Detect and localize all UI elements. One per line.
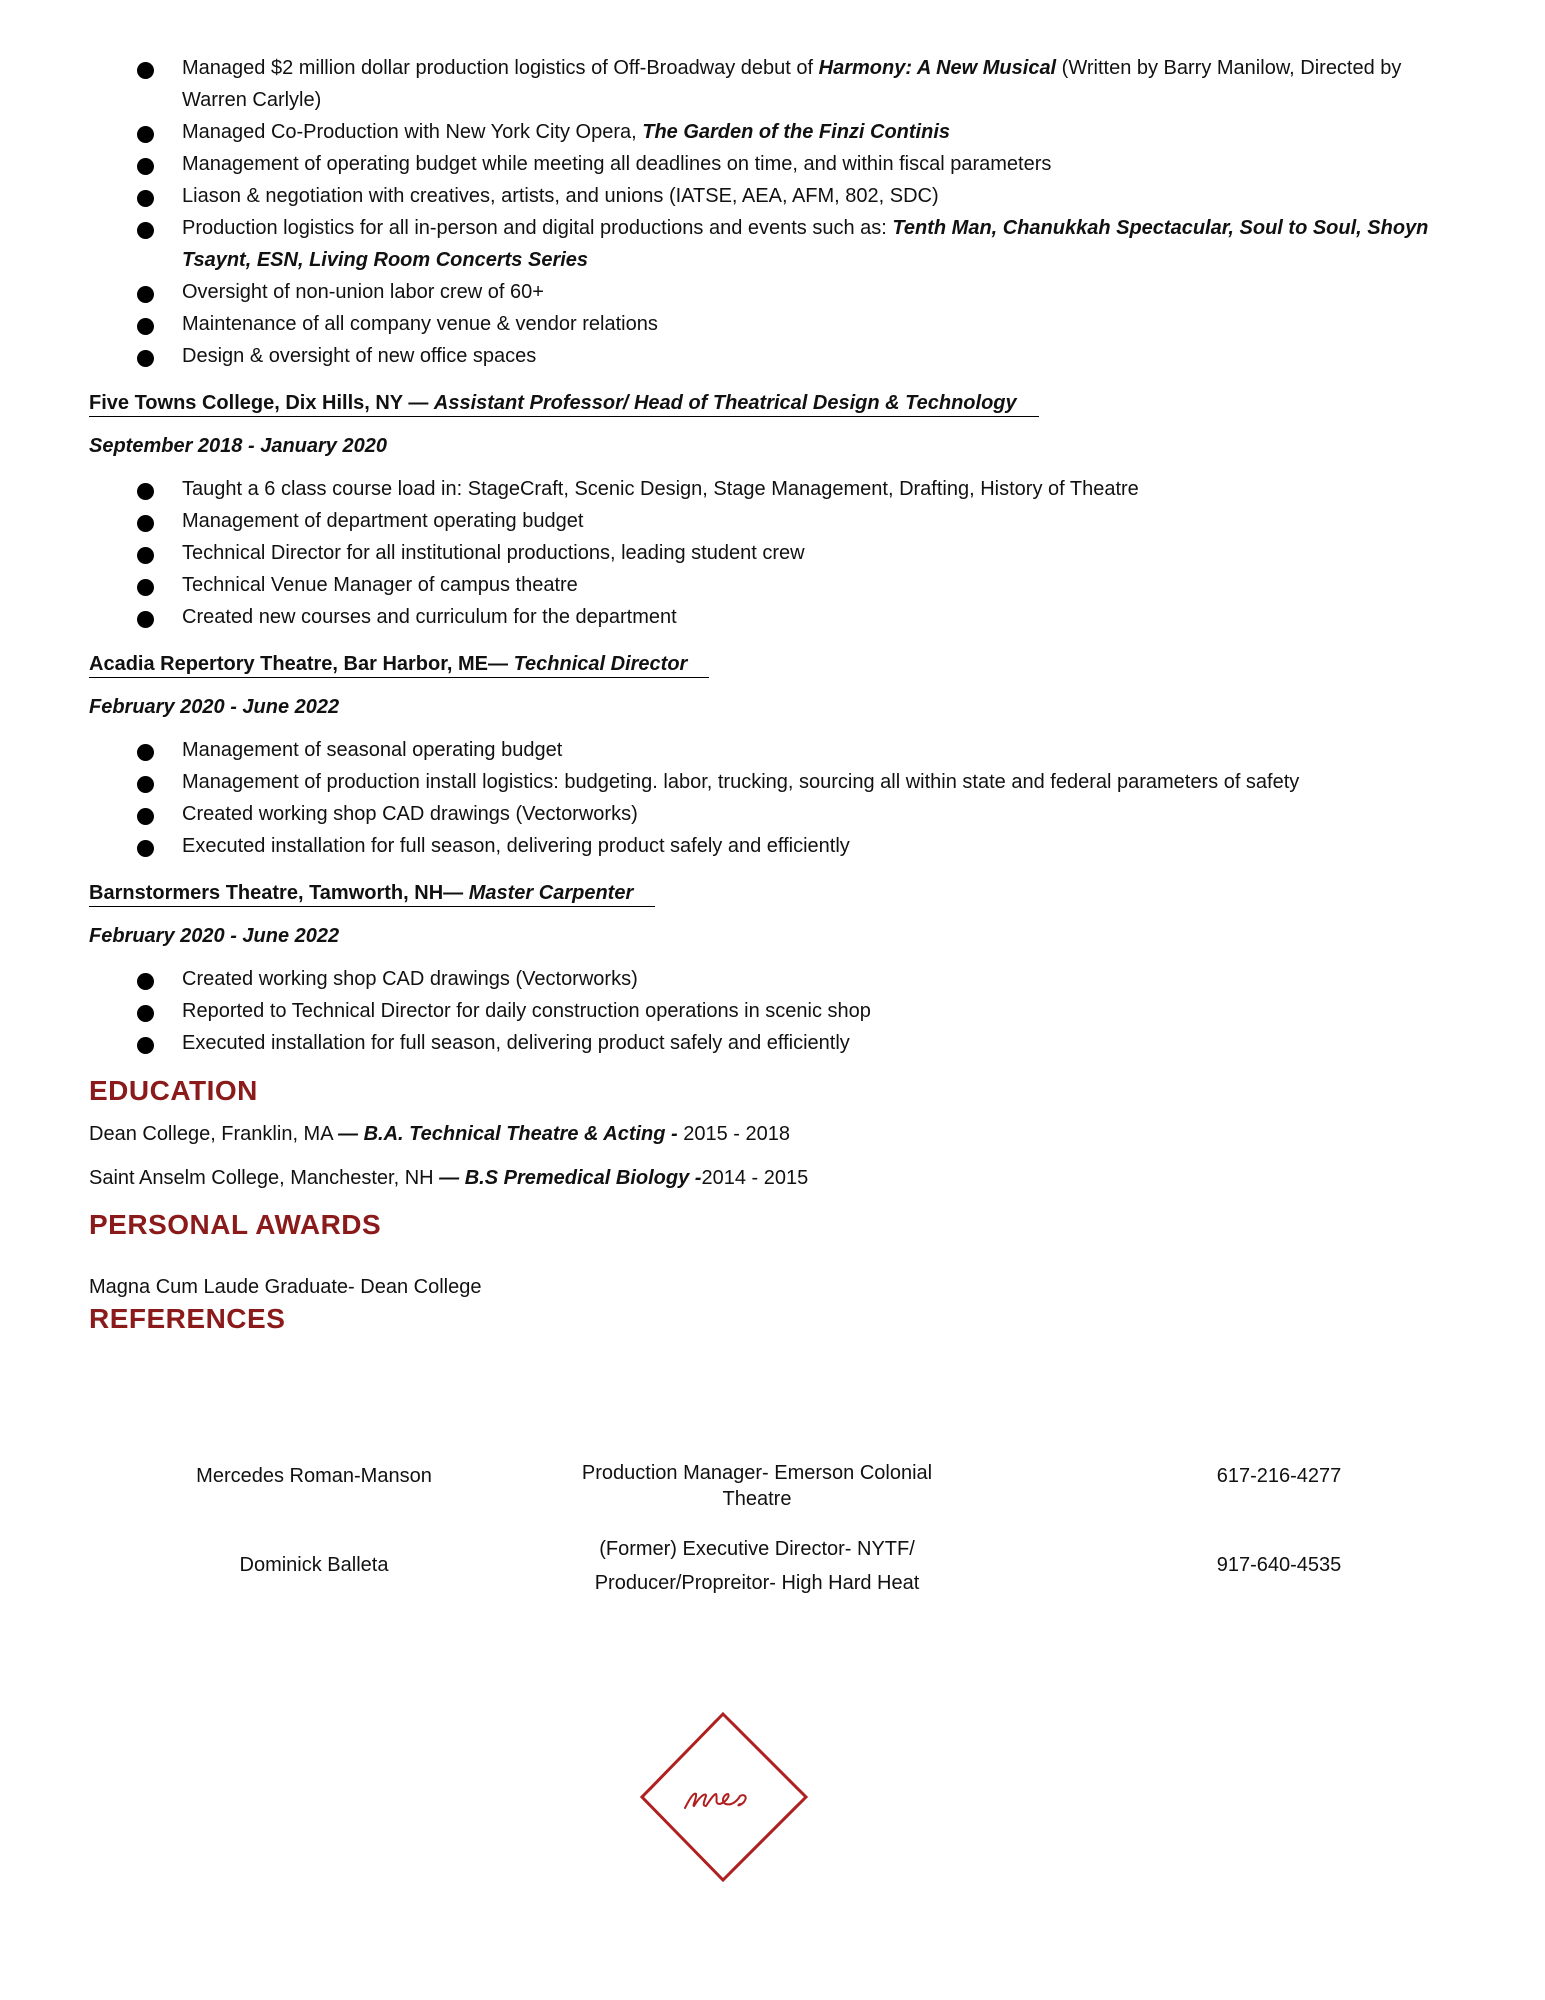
list-item: Executed installation for full season, delivering product safely and efficiently bbox=[89, 830, 1459, 862]
list-item: Created working shop CAD drawings (Vectorworks) bbox=[89, 963, 1459, 995]
reference-name: Mercedes Roman-Manson bbox=[196, 1465, 432, 1487]
references-table bbox=[89, 1450, 1459, 1602]
list-item: Managed Co-Production with New York City Opera, The Garden of the Finzi Continis bbox=[89, 116, 1459, 148]
reference-row bbox=[89, 1450, 1459, 1520]
reference-title: Production Manager- Emerson Colonial Theatre bbox=[581, 1462, 933, 1510]
list-item: Production logistics for all in-person and digital productions and events such as: Tenth Man, Chanukkah Spectacular, Soul to Soul, Shoyn Tsaynt, ESN, Living Room Concerts Series bbox=[89, 212, 1459, 276]
list-item: Taught a 6 class course load in: StageCraft, Scenic Design, Stage Management, Drafting, History of Theatre bbox=[89, 473, 1459, 505]
list-item: Management of operating budget while meeting all deadlines on time, and within fiscal parameters bbox=[89, 148, 1459, 180]
monogram-logo-graphic bbox=[640, 1710, 810, 1885]
logo-diamond-inner-line bbox=[730, 1804, 798, 1872]
reference-name: Dominick Balleta bbox=[239, 1554, 389, 1576]
reference-phone: 917-640-4535 bbox=[1216, 1554, 1342, 1576]
list-item: Maintenance of all company venue & vendor relations bbox=[89, 308, 1459, 340]
job-block bbox=[89, 862, 1459, 1059]
reference-phone: 617-216-4277 bbox=[1216, 1465, 1342, 1487]
logo-diamond-inner-line bbox=[732, 1722, 798, 1790]
list-item: Reported to Technical Director for daily construction operations in scenic shop bbox=[89, 995, 1459, 1027]
job-heading: Barnstormers Theatre, Tamworth, NH— Master Carpenter bbox=[89, 880, 655, 907]
list-item: Managed $2 million dollar production logistics of Off-Broadway debut of Harmony: A New Musical (Written by Barry Manilow, Directed by Warren Carlyle) bbox=[89, 52, 1459, 116]
resume-content bbox=[89, 52, 1459, 1347]
job-dates: February 2020 - June 2022 bbox=[89, 925, 340, 947]
job-bullet-list bbox=[89, 734, 1459, 862]
job-heading: Five Towns College, Dix Hills, NY — Assistant Professor/ Head of Theatrical Design & Technology bbox=[89, 390, 1039, 417]
list-item: Technical Director for all institutional productions, leading student crew bbox=[89, 537, 1459, 569]
education-item: Dean College, Franklin, MA — B.A. Technical Theatre & Acting - 2015 - 2018 bbox=[89, 1123, 791, 1145]
award-item: Magna Cum Laude Graduate- Dean College bbox=[89, 1276, 482, 1298]
job-dates: February 2020 - June 2022 bbox=[89, 696, 340, 718]
references-heading: REFERENCES bbox=[89, 1303, 286, 1334]
awards-heading: PERSONAL AWARDS bbox=[89, 1209, 382, 1240]
job-bullet-list bbox=[89, 473, 1459, 633]
logo-signature-stroke bbox=[685, 1794, 746, 1808]
education-heading: EDUCATION bbox=[89, 1075, 258, 1106]
reference-title: (Former) Executive Director- NYTF/ Producer/Propreitor- High Hard Heat bbox=[594, 1538, 920, 1594]
reference-row bbox=[89, 1532, 1459, 1602]
logo-diamond-inner-line bbox=[650, 1720, 716, 1790]
list-item: Executed installation for full season, delivering product safely and efficiently bbox=[89, 1027, 1459, 1059]
education-item: Saint Anselm College, Manchester, NH — B.S Premedical Biology -2014 - 2015 bbox=[89, 1167, 809, 1189]
list-item: Created working shop CAD drawings (Vectorworks) bbox=[89, 798, 1459, 830]
monogram-logo-icon bbox=[640, 1710, 810, 1885]
list-item: Technical Venue Manager of campus theatre bbox=[89, 569, 1459, 601]
job-block bbox=[89, 372, 1459, 633]
job-block bbox=[89, 633, 1459, 862]
list-item: Oversight of non-union labor crew of 60+ bbox=[89, 276, 1459, 308]
job-heading: Acadia Repertory Theatre, Bar Harbor, ME— Technical Director bbox=[89, 651, 709, 678]
list-item: Created new courses and curriculum for the department bbox=[89, 601, 1459, 633]
job-bullet-list bbox=[89, 963, 1459, 1059]
intro-bullet-list bbox=[89, 52, 1459, 372]
list-item: Liason & negotiation with creatives, artists, and unions (IATSE, AEA, AFM, 802, SDC) bbox=[89, 180, 1459, 212]
list-item: Management of production install logistics: budgeting. labor, trucking, sourcing all within state and federal parameters of safety bbox=[89, 766, 1459, 798]
job-dates: September 2018 - January 2020 bbox=[89, 435, 387, 457]
list-item: Design & oversight of new office spaces bbox=[89, 340, 1459, 372]
list-item: Management of department operating budget bbox=[89, 505, 1459, 537]
list-item: Management of seasonal operating budget bbox=[89, 734, 1459, 766]
